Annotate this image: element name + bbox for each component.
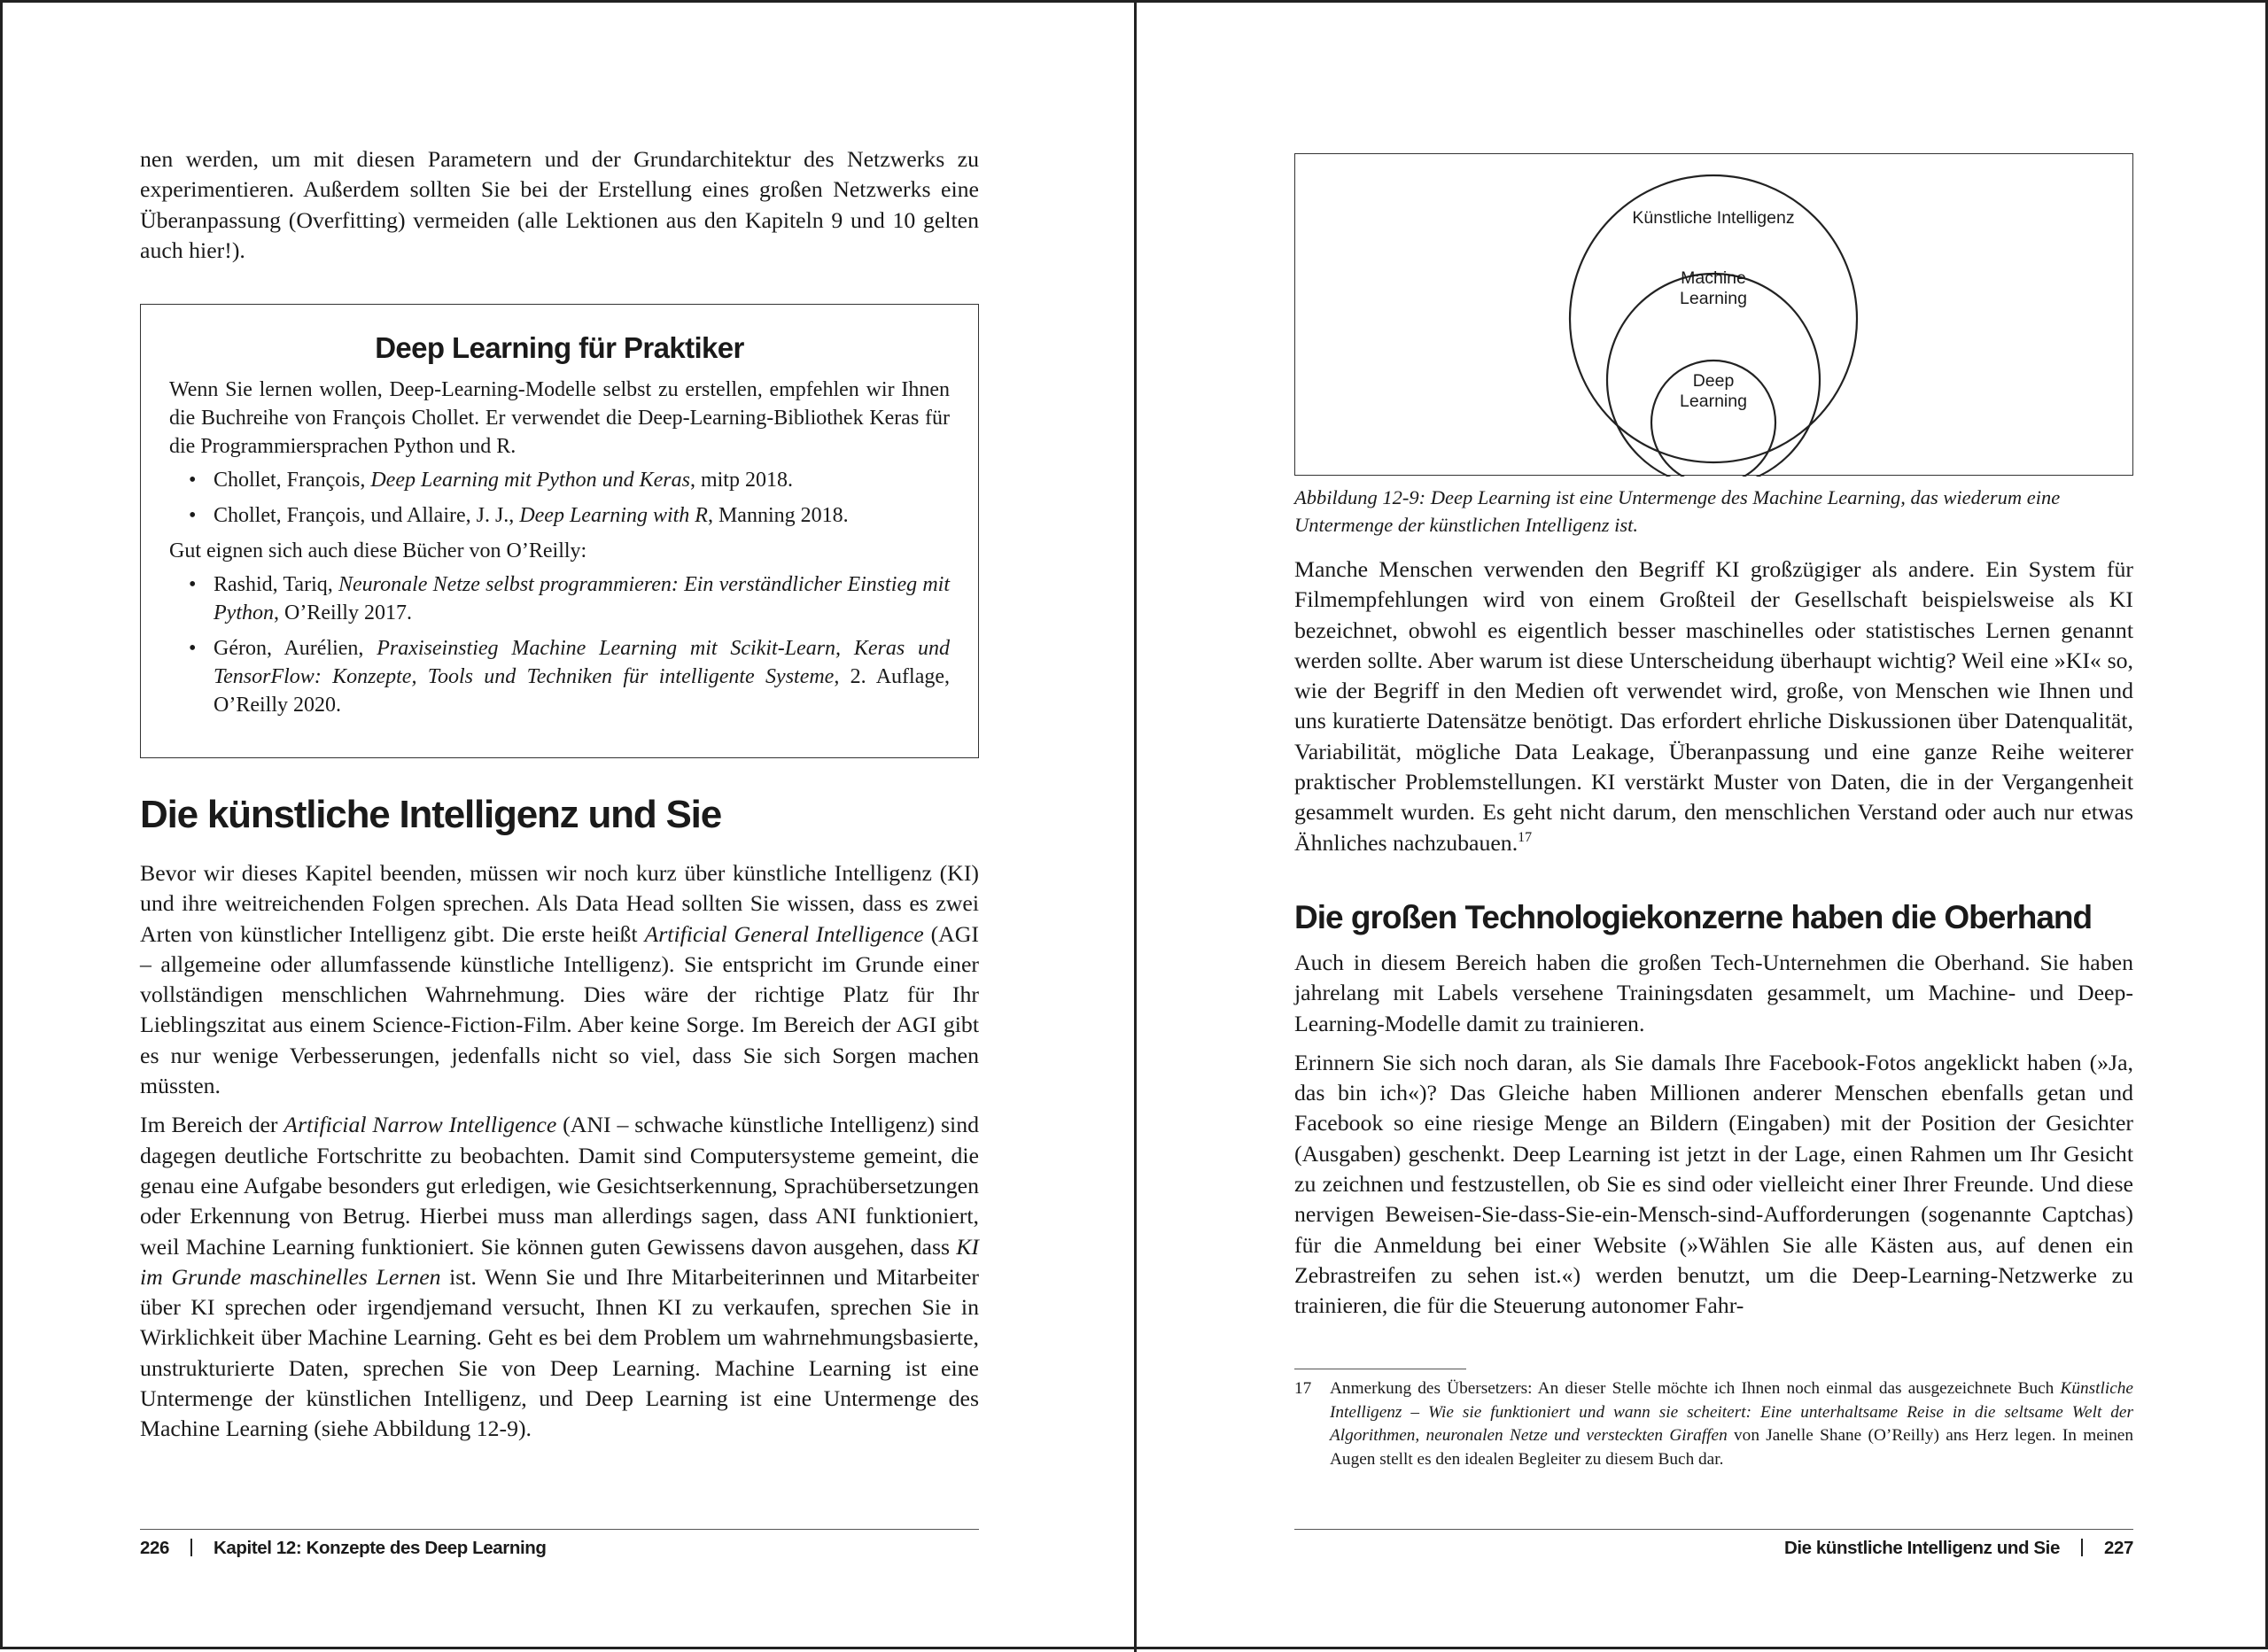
dl-label-line2: Learning bbox=[1680, 392, 1747, 411]
sidebar-box bbox=[140, 304, 979, 758]
right-page bbox=[1294, 3, 2133, 1652]
list-item: • Rashid, Tariq, Neuronale Netze selbst programmieren: Ein verständlicher Einstieg mit Python, O’Reilly 2017. bbox=[169, 570, 950, 627]
paragraph: Bevor wir dieses Kapitel beenden, müssen wir noch kurz über künstliche Intelligenz (KI) und ihre weitreichenden Folgen sprechen. Als Data Head sollten Sie wissen, dass es zwei Arten von künstlicher Intelligenz gibt. Die erste heißt Artificial General Intelligence (AGI – allgemeine oder allumfassende künstliche Intelligenz). Sie entspricht im Grunde einer vollständigen menschlichen Wahrnehmung. Dies wäre der richtige Platz für Ihr Lieblingszitat aus einem Science-Fiction-Film. Aber keine Sorge. Im Bereich der AGI gibt es nur wenige Verbesserungen, jedenfalls nicht so viel, dass Sie sich Sorgen machen müssten. bbox=[140, 860, 980, 1099]
list-item: • Chollet, François, Deep Learning mit Python und Keras, mitp 2018. bbox=[169, 466, 950, 494]
paragraph: Auch in diesem Bereich haben die großen Tech-Unternehmen die Oberhand. Sie haben jahrelang mit Labels versehene Trainingsdaten gesammelt, um Machine- und Deep-Learning-Modelle damit zu trainieren. bbox=[1294, 950, 2133, 1036]
ai-label: Künstliche Intelligenz bbox=[1632, 208, 1795, 228]
footnote bbox=[1294, 1377, 2133, 1471]
page-footer bbox=[1294, 1529, 2133, 1569]
figure-caption: Abbildung 12-9: Deep Learning ist eine Untermenge des Machine Learning, das wiederum eine Untermenge der künstlichen Intelligenz ist. bbox=[1294, 486, 2061, 536]
footer-separator bbox=[2081, 1539, 2083, 1556]
dl-label-line1: Deep bbox=[1692, 371, 1735, 391]
section-body bbox=[140, 858, 979, 1445]
footer-separator bbox=[190, 1539, 192, 1556]
intro-paragraph bbox=[140, 144, 979, 266]
figure-frame bbox=[1294, 153, 2133, 476]
paragraph: Im Bereich der Artificial Narrow Intelligence (ANI – schwache künstliche Intelligenz) sind dagegen deutliche Fortschritte zu beobachten. Damit sind Computersysteme gemeint, die genau eine Aufgabe besonders gut erledigen, wie Gesichtserkennung, Sprachübersetzungen oder Erkennung von Betrug. Hierbei muss man allerdings sagen, dass ANI funktioniert, weil Machine Learning funktioniert. Sie können guten Gewissens davon ausgehen, dass KI im Grunde maschinelles Lernen ist. Wenn Sie und Ihre Mitarbeiterinnen und Mitarbeiter über KI sprechen oder irgendjemand versucht, Ihnen KI zu verkaufen, sprechen Sie in Wirklichkeit über Machine Learning. Geht es bei dem Problem um wahrnehmungsbasierte, unstrukturierte Daten, sprechen Sie von Deep Learning. Machine Learning ist eine Untermenge der künstlichen Intelligenz, und Deep Learning ist eine Untermenge des Machine Learning (siehe Abbildung 12-9). bbox=[140, 1112, 980, 1442]
bullet-icon: • bbox=[189, 637, 197, 660]
page-footer bbox=[140, 1529, 979, 1569]
footnote-number: 17 bbox=[1294, 1379, 1312, 1398]
ml-label-line1: Machine bbox=[1681, 268, 1746, 288]
bullet-icon: • bbox=[189, 469, 197, 492]
intro-text: nen werden, um mit diesen Parametern und der Grundarchitektur des Netzwerks zu experimentieren. Außerdem sollten Sie bei der Erstellung eines großen Netzwerks eine Überanpassung (Overfitting) vermeiden (alle Lektionen aus den Kapiteln 9 und 10 gelten auch hier!). bbox=[140, 146, 979, 263]
section-body bbox=[1294, 948, 2133, 1322]
sidebar-intro: Wenn Sie lernen wollen, Deep-Learning-Modelle selbst zu erstellen, empfehlen wir Ihnen die Buchreihe von François Chollet. Er verwendet die Deep-Learning-Bibliothek Keras für die Programmiersprachen Python und R. bbox=[169, 378, 950, 458]
sidebar-mid-text: Gut eignen sich auch diese Bücher von O’Reilly: bbox=[169, 539, 587, 562]
book-list-2 bbox=[169, 570, 950, 719]
paragraph: Erinnern Sie sich noch daran, als Sie damals Ihre Facebook-Fotos angeklickt haben (»Ja, das bin ich«)? Das Gleiche haben Millionen anderer Menschen ebenfalls getan und Facebook so eine riesige Menge an Bildern (Eingaben) mit der Position der Gesichter (Ausgaben) geschenkt. Deep Learning ist jetzt in der Lage, einen Rahmen um Ihr Gesicht zu zeichnen und festzustellen, ob Sie es sind oder vielleicht einer Ihrer Freunde. Und diese nervigen Beweisen-Sie-dass-Sie-ein-Mensch-sind-Aufforderungen (sogenannte Captchas) für die Anmeldung bei einer Website (»Wählen Sie alle Kästen aus, auf denen ein Zebrastreifen zu sehen ist.«) werden benutzt, um die Deep-Learning-Netzwerke zu trainieren, die für die Steuerung autonomer Fahr- bbox=[1294, 1049, 2133, 1319]
ml-label-line2: Learning bbox=[1680, 289, 1747, 308]
footnote-text: Anmerkung des Übersetzers: An dieser Stelle möchte ich Ihnen noch einmal das ausgezeichnete Buch Künstliche Intelligenz – Wie sie funktioniert und wann sie scheitert: Eine unterhaltsame Reise in die seltsame Welt der Algorithmen, neuronalen Netze und versteckten Giraffen von Janelle Shane (O’Reilly) ans Herz legen. In meinen Augen stellt es den idealen Begleiter zu diesem Buch dar. bbox=[1330, 1379, 2134, 1469]
book-gutter bbox=[1134, 3, 1137, 1652]
venn-diagram bbox=[1295, 154, 2134, 477]
running-title: Kapitel 12: Konzepte des Deep Learning bbox=[214, 1538, 547, 1558]
sidebar-title: Deep Learning für Praktiker bbox=[375, 331, 744, 364]
list-item: • Géron, Aurélien, Praxiseinstieg Machine Learning mit Scikit-Learn, Keras und TensorFlow: Konzepte, Tools und Techniken für intelligente Systeme, 2. Auflage, O’Reilly 2020. bbox=[169, 634, 950, 719]
bullet-icon: • bbox=[189, 504, 197, 527]
bullet-icon: • bbox=[189, 573, 197, 596]
section-heading: Die künstliche Intelligenz und Sie bbox=[140, 793, 721, 836]
footnote-ref[interactable]: 17 bbox=[1518, 829, 1533, 845]
paragraph: Manche Menschen verwenden den Begriff KI großzügiger als andere. Ein System für Filmempfehlungen wird von einem Großteil der Gesellschaft beispielsweise als KI bezeichnet, obwohl es eigentlich besser maschinelles oder statistisches Lernen genannt werden sollte. Aber warum ist diese Unterscheidung überhaupt wichtig? Weil eine »KI« so, wie der Begriff in den Medien oft verwendet wird, große, von Menschen wie Ihnen und uns kuratierte Datensätze benötigt. Das erfordert ehrliche Diskussionen über Datenqualität, Variabilität, mögliche Data Leakage, Überanpassung und eine ganze Reihe weiterer praktischer Problemstellungen. KI verstärkt Muster von Daten, die in der Vergangenheit gesammelt wurden. Es geht nicht darum, den menschlichen Verstand oder auch nur etwas Ähnliches nachzubauen.$^{17}$ bbox=[1294, 556, 2133, 856]
page-number: 227 bbox=[2103, 1538, 2133, 1558]
section-heading: Die großen Technologiekonzerne haben die Oberhand bbox=[1294, 899, 2093, 935]
page-number: 226 bbox=[140, 1538, 170, 1558]
running-title: Die künstliche Intelligenz und Sie bbox=[1783, 1538, 2060, 1558]
list-item: • Chollet, François, und Allaire, J. J., Deep Learning with R, Manning 2018. bbox=[169, 501, 950, 530]
book-list-1 bbox=[169, 466, 950, 530]
section-body bbox=[1294, 555, 2133, 858]
left-page bbox=[140, 3, 979, 1652]
